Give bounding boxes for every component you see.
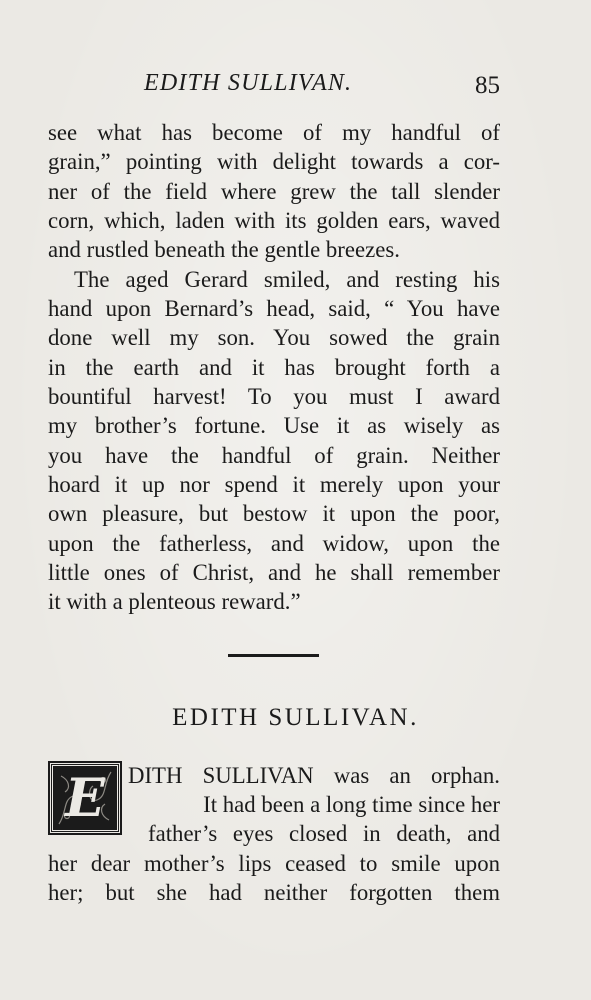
paragraph-first-line: The aged Gerard smiled, and resting his — [74, 267, 500, 292]
text-line: little ones of Christ, and he shall remember — [48, 560, 500, 585]
text-line: hoard it up nor spend it merely upon your — [48, 472, 500, 497]
section-divider — [228, 654, 319, 657]
text-line: own pleasure, but bestow it upon the poor, — [48, 501, 500, 526]
text-line: and rustled beneath the gentle breezes. — [48, 237, 400, 262]
text-line: ner of the field where grew the tall slender — [48, 179, 500, 204]
drop-cap-line: DITH SULLIVAN was an orphan. — [128, 763, 500, 788]
text-line: corn, which, laden with its golden ears, waved — [48, 208, 500, 233]
drop-cap-letter: E — [65, 768, 105, 829]
drop-cap-line: father’s eyes closed in death, and — [148, 821, 500, 846]
text-line: grain,” pointing with delight towards a cor- — [48, 149, 500, 174]
text-line: it with a plenteous reward.” — [48, 589, 301, 614]
running-title: EDITH SULLIVAN. — [144, 70, 353, 96]
text-line: her dear mother’s lips ceased to smile upon — [48, 851, 500, 876]
ornamental-drop-cap — [50, 763, 120, 833]
running-header — [48, 68, 500, 104]
text-line: see what has become of my handful of — [48, 120, 500, 145]
drop-cap-line: It had been a long time since her — [203, 792, 500, 817]
text-line: in the earth and it has brought forth a — [48, 355, 500, 380]
text-line: bountiful harvest! To you must I award — [48, 384, 500, 409]
text-line: my brother’s fortune. Use it as wisely as — [48, 413, 500, 438]
section-title: EDITH SULLIVAN. — [172, 704, 419, 731]
text-line: upon the fatherless, and widow, upon the — [48, 531, 500, 556]
text-line: her; but she had neither forgotten them — [48, 880, 500, 905]
page-number: 85 — [475, 72, 500, 99]
text-line: you have the handful of grain. Neither — [48, 443, 500, 468]
text-line: done well my son. You sowed the grain — [48, 325, 500, 350]
text-line: hand upon Bernard’s head, said, “ You have — [48, 296, 500, 321]
